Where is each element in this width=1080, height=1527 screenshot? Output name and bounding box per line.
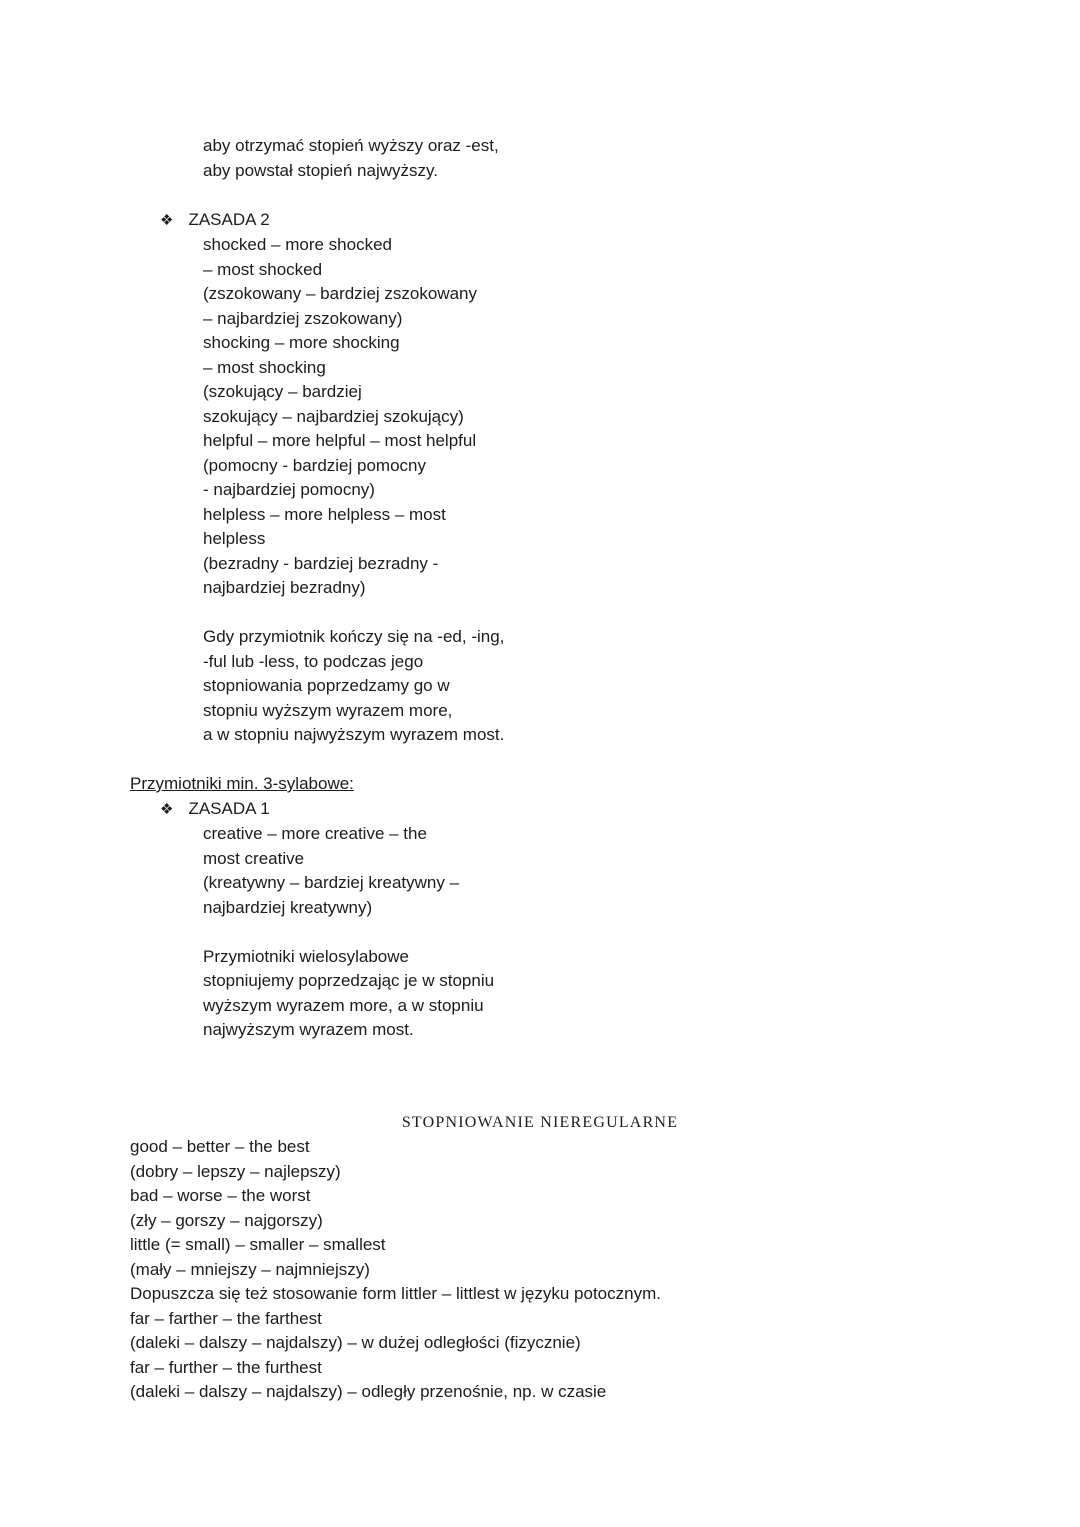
heading-3-syllable-adjectives: Przymiotniki min. 3-sylabowe: bbox=[130, 774, 354, 793]
text-line: far – further – the furthest bbox=[130, 1357, 322, 1377]
text-line: Dopuszcza się też stosowanie form littler – littlest w języku potocznym. bbox=[130, 1284, 661, 1303]
text-line: (daleki – dalszy – najdalszy) – odległy przenośnie, np. w czasie bbox=[130, 1382, 607, 1401]
text-line: najbardziej bezradny) bbox=[203, 578, 366, 597]
text-line: helpful – more helpful – most helpful bbox=[203, 431, 477, 450]
text-line: aby otrzymać stopień wyższy oraz -est, bbox=[203, 136, 499, 155]
list-item-zasada1 bbox=[160, 797, 1080, 823]
zasada1-examples bbox=[203, 822, 1080, 920]
text-line: a w stopniu najwyższym wyrazem most. bbox=[203, 725, 505, 744]
text-line: aby powstał stopień najwyższy. bbox=[203, 160, 438, 180]
text-line: stopniowania poprzedzamy go w bbox=[203, 676, 450, 695]
text-line: shocked – more shocked bbox=[203, 235, 392, 254]
text-line: (zły – gorszy – najgorszy) bbox=[130, 1210, 323, 1230]
zasada2-title: ZASADA 2 bbox=[188, 209, 270, 229]
text-line: – most shocking bbox=[203, 357, 326, 377]
text-line: (daleki – dalszy – najdalszy) – w dużej odległości (fizycznie) bbox=[130, 1333, 581, 1352]
text-line: (pomocny - bardziej pomocny bbox=[203, 455, 426, 475]
text-line: little (= small) – smaller – smallest bbox=[130, 1235, 386, 1254]
text-line: stopniu wyższym wyrazem more, bbox=[203, 700, 453, 720]
text-line: (bezradny - bardziej bezradny - bbox=[203, 553, 439, 573]
text-line: najwyższym wyrazem most. bbox=[203, 1020, 414, 1039]
text-line: szokujący – najbardziej szokujący) bbox=[203, 406, 464, 426]
text-line: -ful lub -less, to podczas jego bbox=[203, 651, 424, 671]
irregular-section-title: STOPNIOWANIE NIEREGULARNE bbox=[401, 1113, 679, 1131]
text-line: – najbardziej zszokowany) bbox=[203, 308, 403, 328]
text-line: Przymiotniki wielosylabowe bbox=[203, 946, 409, 966]
text-line: most creative bbox=[203, 848, 305, 868]
text-line: bad – worse – the worst bbox=[130, 1186, 311, 1205]
zasada1-title: ZASADA 1 bbox=[188, 798, 270, 818]
zasada2-examples bbox=[203, 233, 1080, 601]
text-line: shocking – more shocking bbox=[203, 333, 400, 352]
text-line: helpless bbox=[203, 529, 266, 548]
text-line: stopniujemy poprzedzając je w stopniu bbox=[203, 971, 495, 990]
text-line: – most shocked bbox=[203, 259, 323, 279]
text-line: - najbardziej pomocny) bbox=[203, 480, 375, 499]
text-line: good – better – the best bbox=[130, 1137, 310, 1156]
text-line: helpless – more helpless – most bbox=[203, 504, 446, 524]
intro-paragraph bbox=[203, 134, 1080, 183]
zasada1-note bbox=[203, 945, 1080, 1043]
zasada2-note bbox=[203, 625, 1080, 748]
text-line: (dobry – lepszy – najlepszy) bbox=[130, 1161, 341, 1181]
text-line: najbardziej kreatywny) bbox=[203, 897, 373, 917]
text-line: (zszokowany – bardziej zszokowany bbox=[203, 284, 478, 303]
text-line: (mały – mniejszy – najmniejszy) bbox=[130, 1259, 370, 1279]
text-line: creative – more creative – the bbox=[203, 824, 427, 843]
text-line: (kreatywny – bardziej kreatywny – bbox=[203, 873, 460, 892]
list-item-zasada2 bbox=[160, 208, 1080, 234]
diamond-bullet-icon: ❖ bbox=[160, 211, 174, 229]
text-line: far – farther – the farthest bbox=[130, 1308, 322, 1328]
irregular-examples bbox=[130, 1135, 1080, 1405]
text-line: Gdy przymiotnik kończy się na -ed, -ing, bbox=[203, 627, 505, 646]
text-line: (szokujący – bardziej bbox=[203, 382, 362, 401]
diamond-bullet-icon: ❖ bbox=[160, 800, 174, 818]
text-line: wyższym wyrazem more, a w stopniu bbox=[203, 995, 484, 1015]
